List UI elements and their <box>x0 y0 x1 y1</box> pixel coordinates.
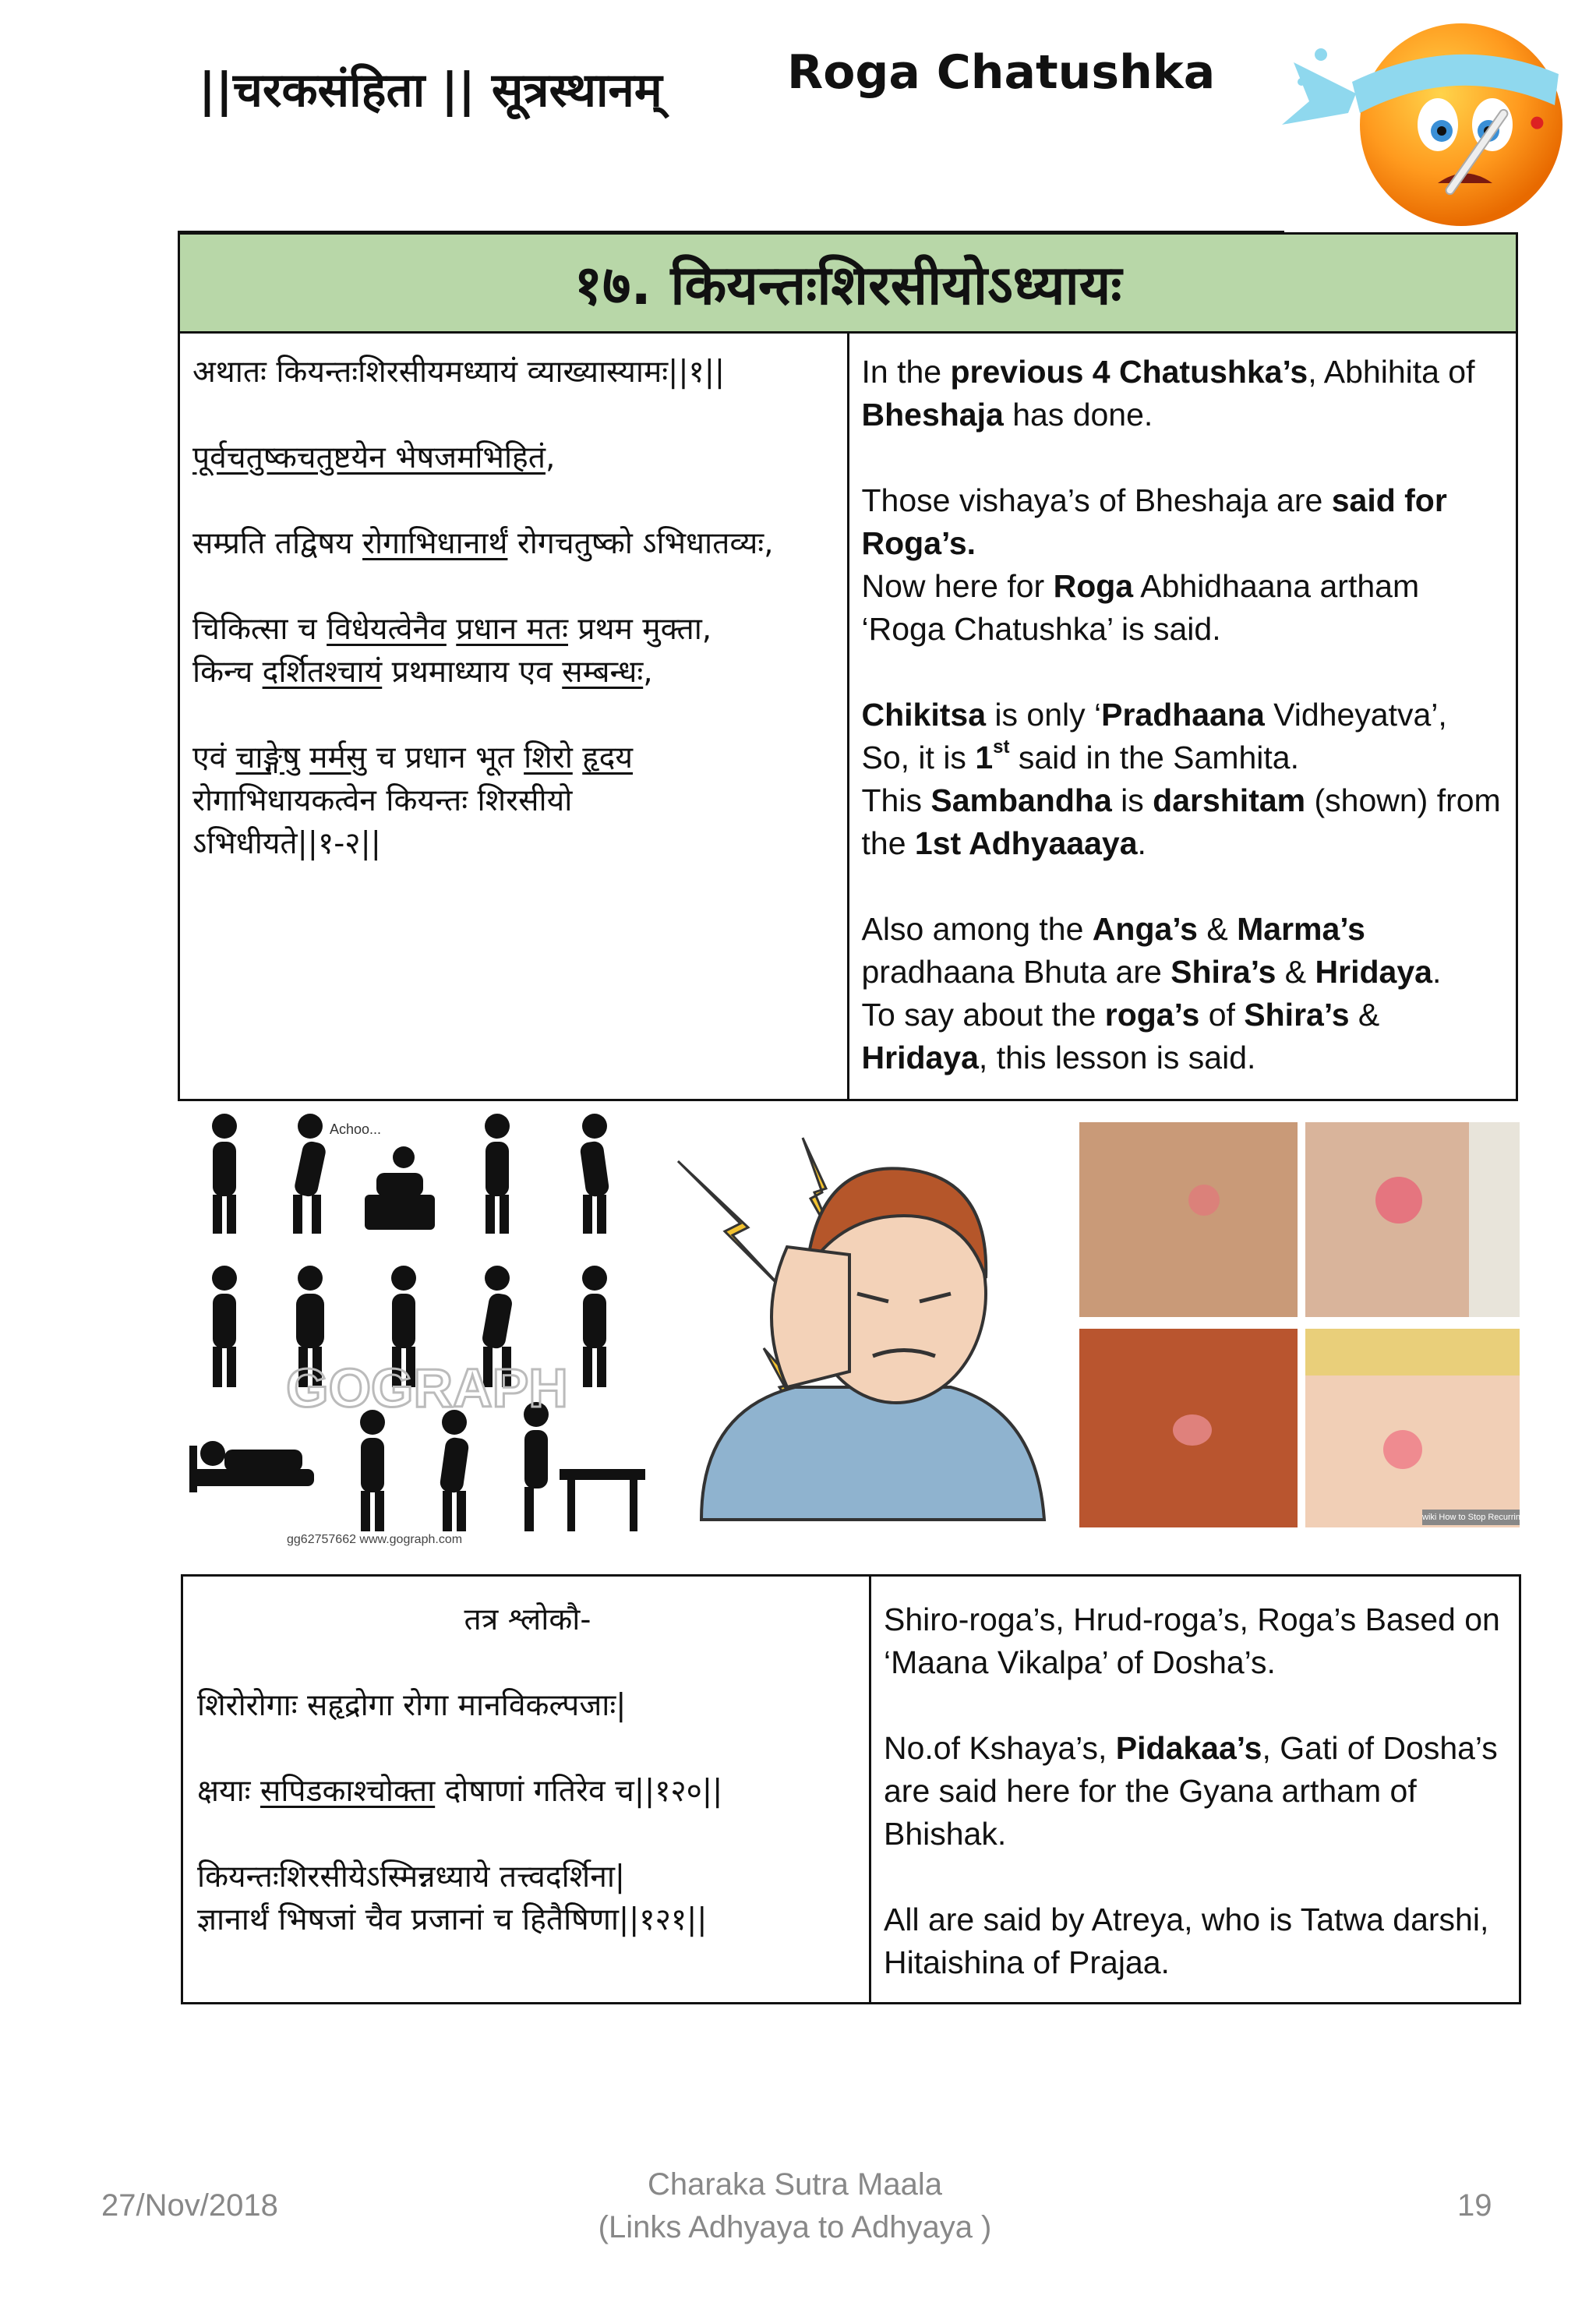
boil-neck-image <box>1305 1329 1546 1527</box>
section1-table <box>178 232 1518 1101</box>
en-paragraph: To say about the roga’s of Shira’s & Hridaya, this lesson is said. <box>861 997 1380 1075</box>
sk-line: तत्र श्लोकौ- <box>464 1602 591 1637</box>
sickness-pictograms-image <box>178 1103 676 1547</box>
footer-title <box>546 2163 1044 2249</box>
sk-line: अथातः कियन्तःशिरसीयमध्यायं व्याख्यास्यामः||१|| <box>192 355 726 390</box>
en-paragraph: Shiro-roga’s, Hrud-roga’s, Roga’s Based on ‘Maana Vikalpa’ of Dosha’s. <box>884 1601 1500 1680</box>
figure-icon <box>485 1114 510 1234</box>
sk-line: किन्च दर्शितश्चायं प्रथमाध्याय एव सम्बन्धः, <box>192 655 653 690</box>
sk-line: एवं चाङ्गेषु मर्मसु च प्रधान भूत शिरो हृदय <box>192 740 633 775</box>
sk-line: कियन्तःशिरसीयेऽस्मिन्नध्याये तत्त्वदर्शिना| <box>197 1859 626 1895</box>
en-paragraph: This Sambandha is darshitam (shown) from the 1st Adhyaaaya. <box>861 782 1501 861</box>
sk-line: सम्प्रति तद्विषय रोगाभिधानार्थं रोगचतुष्को ऽभिधातव्यः, <box>192 526 774 561</box>
en-paragraph: Chikitsa is only ‘Pradhaana Vidheyatva’, <box>861 697 1447 733</box>
section2-table <box>181 1574 1521 2004</box>
en-paragraph: Now here for Roga Abhidhaana artham ‘Roga Chatushka’ is said. <box>861 568 1420 647</box>
image-credit: gg62757662 www.gograph.com <box>287 1533 463 1546</box>
figure-icon <box>189 1441 314 1492</box>
en-paragraph: All are said by Atreya, who is Tatwa darshi, Hitaishina of Prajaa. <box>884 1902 1489 1980</box>
section2-sanskrit-cell <box>182 1576 870 2004</box>
header-sanskrit-title: ||चरकसंहिता || सूत्रस्थानम् <box>199 63 662 118</box>
en-paragraph: So, it is 1st said in the Samhita. <box>861 736 1299 775</box>
en-paragraph: Those vishaya’s of Bheshaja are said for Roga’s. <box>861 482 1447 561</box>
en-paragraph: Also among the Anga’s & Marma’s pradhaana Bhuta are Shira’s & Hridaya. <box>861 911 1442 990</box>
footer-title-line: Charaka Sutra Maala <box>648 2167 942 2202</box>
section1-english-cell <box>848 333 1517 1100</box>
watermark-text: GOGRAPH <box>286 1358 568 1418</box>
figure-icon <box>212 1114 237 1234</box>
sneeze-text: Achoo... <box>330 1121 382 1137</box>
pain-bolt-icon <box>678 1161 787 1294</box>
page-number: 19 <box>1457 2188 1492 2223</box>
sk-line: शिरोरोगाः सहृद्रोगा रोगा मानविकल्पजाः| <box>197 1688 627 1723</box>
figure-icon <box>212 1266 237 1387</box>
section1-title: १७. कियन्तःशिरसीयोऽध्यायः <box>179 234 1517 333</box>
sk-line: चिकित्सा च विधेयत्वेनैव प्रधान मतः प्रथम मुक्ता, <box>192 612 712 647</box>
sk-line: ऽभिधीयते||१-२|| <box>192 826 381 861</box>
figure-icon <box>360 1410 385 1531</box>
figure-icon <box>579 1114 609 1234</box>
sick-emoji-icon <box>1278 8 1582 234</box>
section1-sanskrit-cell <box>179 333 849 1100</box>
footer-subtitle-line: (Links Adhyaya to Adhyaya ) <box>598 2210 992 2244</box>
boil-arm-image <box>1305 1122 1520 1317</box>
sk-line: ज्ञानार्थं भिषजां चैव प्रजानां च हितैषिणा||१२१|| <box>197 1902 708 1937</box>
boil-scalp-image <box>1079 1329 1298 1527</box>
figure-icon <box>365 1146 435 1230</box>
boils-credit: wiki How to Stop Recurring Boils <box>1422 1510 1520 1525</box>
boil-armpit-image <box>1079 1122 1298 1317</box>
footer-date: 27/Nov/2018 <box>101 2188 278 2223</box>
header-english-title: Roga Chatushka <box>787 45 1216 100</box>
en-paragraph: In the previous 4 Chatushka’s, Abhihita of Bheshaja has done. <box>861 354 1475 433</box>
figure-icon <box>293 1114 327 1234</box>
figure-icon <box>524 1402 645 1531</box>
headache-illustration <box>670 1114 1075 1520</box>
figure-icon <box>582 1266 607 1387</box>
sk-line: रोगाभिधायकत्वेन कियन्तः शिरसीयो <box>192 783 573 818</box>
figure-icon <box>439 1410 469 1531</box>
en-paragraph: No.of Kshaya’s, Pidakaa’s, Gati of Dosha’s are said here for the Gyana artham of Bhishak. <box>884 1730 1498 1852</box>
section2-english-cell <box>870 1576 1520 2004</box>
sk-line: क्षयाः सपिडकाश्चोक्ता दोषाणां गतिरेव च||१२०|| <box>197 1774 723 1809</box>
sk-line: पूर्वचतुष्कचतुष्टयेन भेषजमभिहितं, <box>192 440 556 475</box>
